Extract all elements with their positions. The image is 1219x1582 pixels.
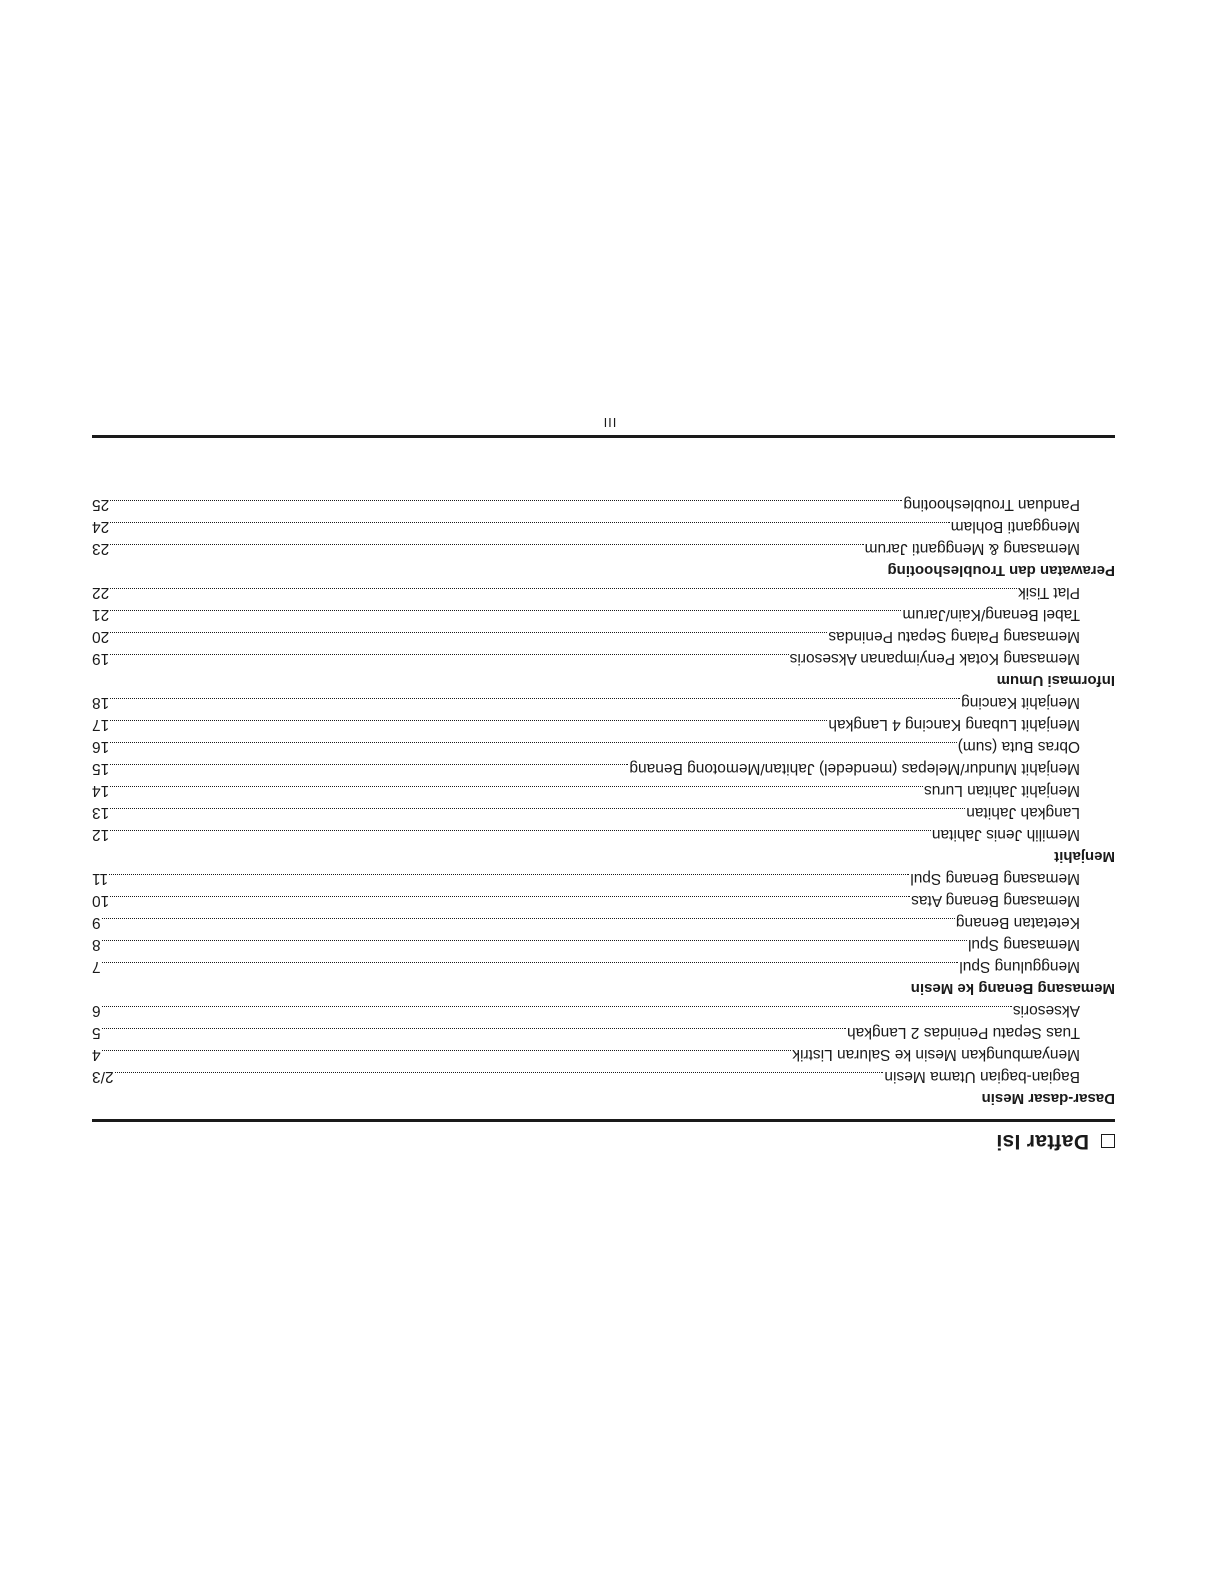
toc-entry[interactable] [92,691,1115,713]
dot-leader [110,720,827,721]
toc-entry-page: 4 [92,1046,101,1063]
toc-entry[interactable] [92,999,1115,1021]
dot-leader [110,544,863,545]
top-divider [92,1119,1115,1122]
bottom-divider [92,435,1115,438]
toc-entry[interactable] [92,867,1115,889]
toc-entry[interactable] [92,823,1115,845]
toc-entry[interactable] [92,955,1115,977]
toc-entry[interactable] [92,1065,1115,1087]
toc-entry-page: 17 [92,716,110,733]
toc-entry-page: 24 [92,518,110,535]
toc-entry-page: 10 [92,892,110,909]
toc-entry-label: Menjahit Jahitan Lurus [924,782,1080,799]
toc-entry[interactable] [92,713,1115,735]
toc-entry-page: 2/3 [92,1068,114,1085]
toc-entry-page: 21 [92,606,110,623]
toc-entry-label: Menjahit Lubang Kancing 4 Langkah [828,716,1080,733]
toc-entry-label: Memasang & Mengganti Jarum [864,540,1080,557]
dot-leader [115,1072,884,1073]
toc-entry-page: 14 [92,782,110,799]
toc-entry-label: Menggulung Spul [959,958,1080,975]
toc-entry-label: Menyambungkan Mesin ke Saluran Listrik [792,1046,1080,1063]
toc-entry-label: Menjahit Mundur/Melepas (mendedel) Jahitan/Memotong Benang [629,760,1080,777]
toc-entry[interactable] [92,581,1115,603]
toc-section-heading: Menjahit [1054,848,1115,865]
dot-leader [110,764,628,765]
toc-entry-page: 11 [92,870,109,887]
toc-entry-page: 16 [92,738,110,755]
toc-entry-page: 19 [92,650,110,667]
toc-entry-label: Bagian-bagian Utama Mesin [884,1068,1080,1085]
toc-entry[interactable] [92,911,1115,933]
toc-entry-page: 23 [92,540,110,557]
toc-entry-label: Memasang Kotak Penyimpanan Aksesoris [789,650,1080,667]
toc-entry-label: Tabel Benang/Kain/Jarum [902,606,1080,623]
toc-entry-page: 8 [92,936,101,953]
toc-entry-label: Panduan Troubleshooting [903,496,1080,513]
toc-entry-page: 13 [92,804,110,821]
dot-leader [109,874,909,875]
dot-leader [110,522,950,523]
toc-entry-page: 6 [92,1002,101,1019]
toc-entry[interactable] [92,757,1115,779]
dot-leader [110,698,960,699]
dot-leader [102,1028,846,1029]
toc-entry-page: 5 [92,1024,101,1041]
toc-entry-page: 12 [92,826,110,843]
title-row [996,1129,1115,1153]
toc-entry-page: 9 [92,914,101,931]
dot-leader [102,962,959,963]
dot-leader [110,654,788,655]
dot-leader [110,830,931,831]
table-of-contents [92,493,1115,1109]
toc-entry-page: 7 [92,958,101,975]
toc-entry[interactable] [92,801,1115,823]
dot-leader [110,808,965,809]
dot-leader [110,500,902,501]
dot-leader [110,610,901,611]
toc-entry[interactable] [92,779,1115,801]
toc-entry[interactable] [92,1043,1115,1065]
dot-leader [102,1050,792,1051]
toc-entry-page: 20 [92,628,110,645]
toc-entry[interactable] [92,515,1115,537]
dot-leader [110,896,910,897]
toc-entry[interactable] [92,537,1115,559]
toc-entry-page: 18 [92,694,110,711]
toc-section-heading: Informasi Umum [996,672,1115,689]
toc-entry-page: 22 [92,584,110,601]
toc-entry[interactable] [92,647,1115,669]
toc-entry-label: Plat Tisik [1017,584,1080,601]
toc-entry-label: Obras Buta (sum) [957,738,1080,755]
toc-entry[interactable] [92,625,1115,647]
toc-entry-label: Ketetatan Benang [955,914,1080,931]
toc-entry-label: Memasang Palang Sepatu Penindas [828,628,1080,645]
toc-entry-label: Memasang Benang Spul [910,870,1080,887]
toc-entry-label: Memilih Jenis Jahitan [931,826,1080,843]
checkbox-icon [1101,1134,1115,1148]
dot-leader [110,786,923,787]
page-title: Daftar Isi [996,1130,1089,1153]
page-number: III [602,415,617,430]
toc-entry[interactable] [92,889,1115,911]
toc-entry-label: Aksesoris [1012,1002,1080,1019]
dot-leader [102,918,955,919]
toc-entry-label: Tuas Sepatu Penindas 2 Langkah [847,1024,1080,1041]
dot-leader [102,940,967,941]
toc-entry-label: Memasang Benang Atas [911,892,1080,909]
toc-entry[interactable] [92,493,1115,515]
dot-leader [110,742,956,743]
dot-leader [110,588,1017,589]
dot-leader [110,632,827,633]
toc-entry[interactable] [92,735,1115,757]
toc-section-heading: Perawatan dan Troubleshooting [887,562,1115,579]
toc-entry-label: Menjahit Kancing [961,694,1080,711]
dot-leader [102,1006,1012,1007]
toc-entry-page: 25 [92,496,110,513]
toc-entry-label: Memasang Spul [967,936,1080,953]
toc-entry[interactable] [92,1021,1115,1043]
toc-entry[interactable] [92,933,1115,955]
toc-entry-label: Mengganti Bohlam [950,518,1080,535]
toc-entry-page: 15 [92,760,110,777]
toc-entry-label: Langkah Jahitan [966,804,1080,821]
toc-section-heading: Dasar-dasar Mesin [981,1090,1115,1107]
toc-entry[interactable] [92,603,1115,625]
toc-section-heading: Memasang Benang ke Mesin [910,980,1115,997]
